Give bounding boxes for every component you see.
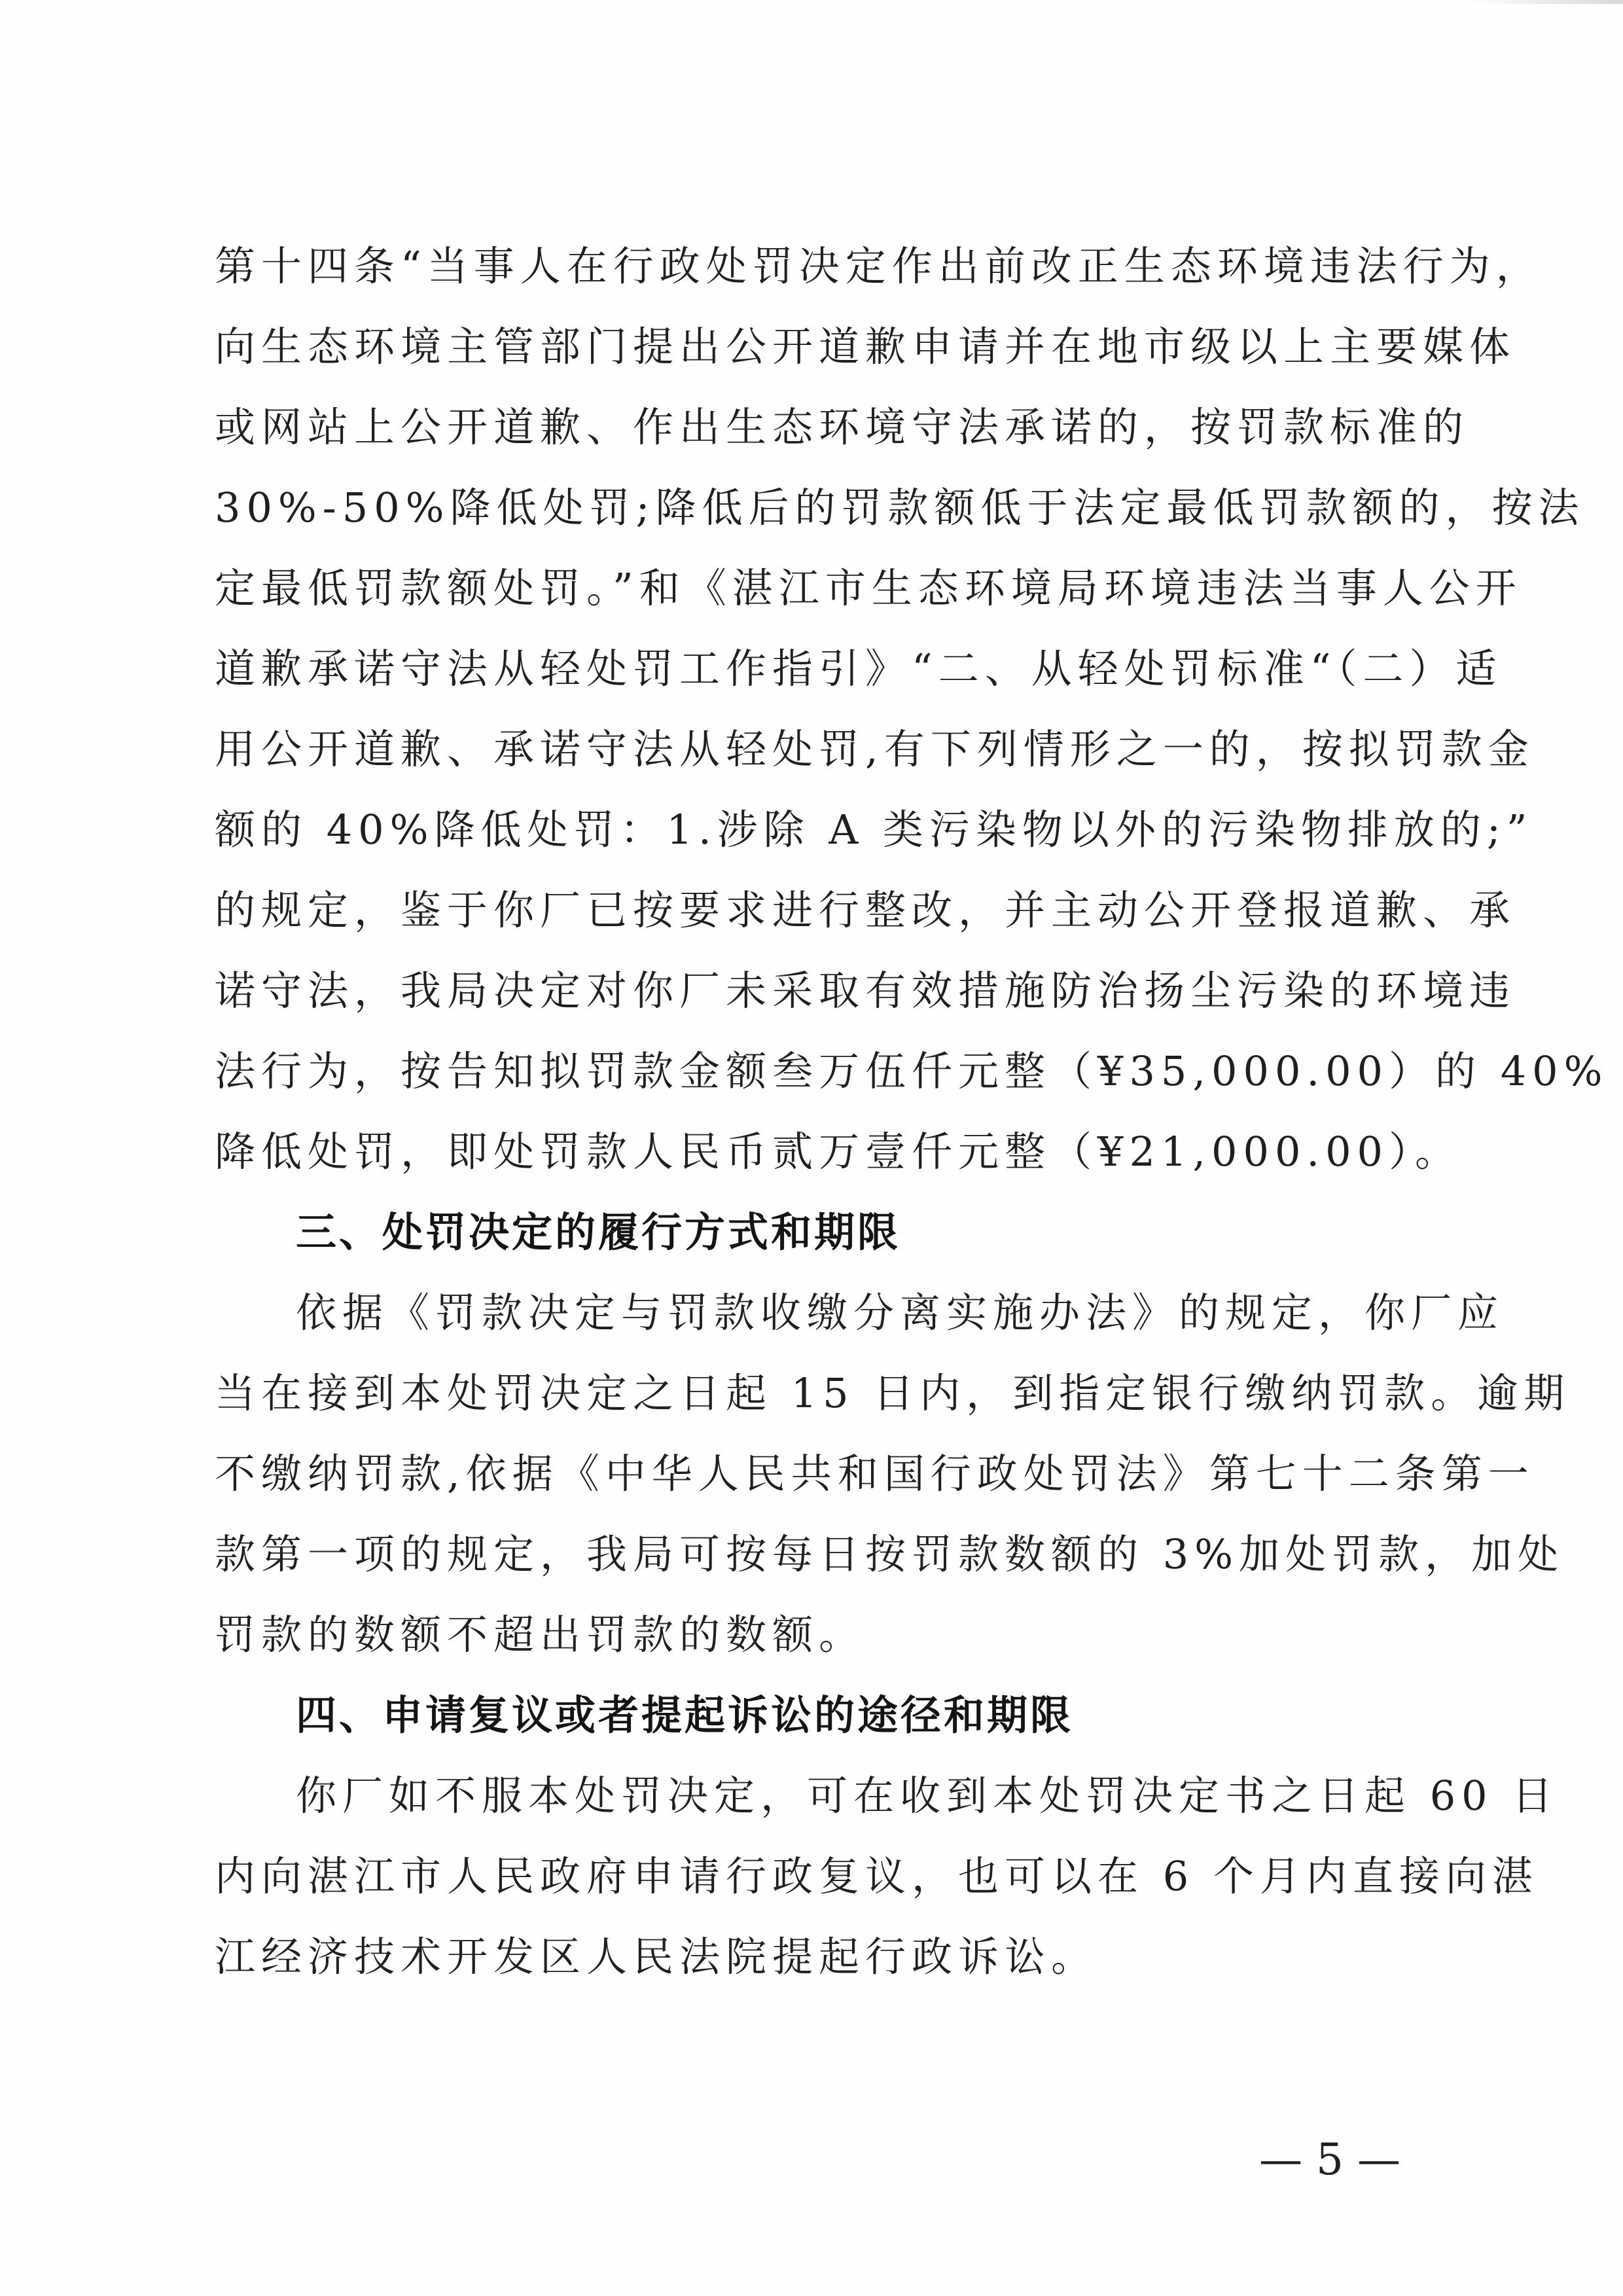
text-line: 第十四条“当事人在行政处罚决定作出前改正生态环境违法行为， [215, 242, 1543, 290]
scan-edge-shadow [1466, 0, 1623, 4]
text-line: 定最低罚款额处罚。”和《湛江市生态环境局环境违法当事人公开 [215, 564, 1522, 612]
text-line: 降低处罚，即处罚款人民币贰万壹仟元整（¥21,000.00）。 [215, 1128, 1461, 1175]
section-heading-performance: 三、处罚决定的履行方式和期限 [296, 1208, 901, 1256]
text-line: 当在接到本处罚决定之日起 15 日内，到指定银行缴纳罚款。逾期 [215, 1369, 1571, 1417]
text-line: 款第一项的规定，我局可按每日按罚款数额的 3%加处罚款，加处 [215, 1530, 1565, 1578]
text-line: 或网站上公开道歉、作出生态环境守法承诺的，按罚款标准的 [215, 403, 1470, 451]
text-line: 不缴纳罚款,依据《中华人民共和国行政处罚法》第七十二条第一 [215, 1450, 1535, 1498]
text-line: 用公开道歉、承诺守法从轻处罚,有下列情形之一的，按拟罚款金 [215, 725, 1535, 773]
text-line: 江经济技术开发区人民法院提起行政诉讼。 [215, 1933, 1098, 1981]
text-line: 罚款的数额不超出罚款的数额。 [215, 1611, 866, 1659]
text-line: 向生态环境主管部门提出公开道歉申请并在地市级以上主要媒体 [215, 323, 1516, 370]
text-line: 内向湛江市人民政府申请行政复议，也可以在 6 个月内直接向湛 [215, 1852, 1539, 1900]
paragraph-first-line: 依据《罚款决定与罚款收缴分离实施办法》的规定，你厂应 [296, 1289, 1505, 1336]
text-line: 道歉承诺守法从轻处罚工作指引》“二、从轻处罚标准“（二）适 [215, 645, 1503, 692]
text-line: 额的 40%降低处罚：1.涉除 A 类污染物以外的污染物排放的;” [215, 806, 1533, 853]
page-number: — 5 — [1259, 2134, 1400, 2185]
document-body [215, 226, 1609, 1997]
text-line: 诺守法，我局决定对你厂未采取有效措施防治扬尘污染的环境违 [215, 967, 1516, 1014]
text-line: 的规定，鉴于你厂已按要求进行整改，并主动公开登报道歉、承 [215, 886, 1516, 934]
section-heading-appeal: 四、申请复议或者提起诉讼的途径和期限 [296, 1691, 1074, 1739]
paragraph-first-line: 你厂如不服本处罚决定，可在收到本处罚决定书之日起 60 日 [296, 1772, 1559, 1820]
text-line: 30%-50%降低处罚;降低后的罚款额低于法定最低罚款额的，按法 [215, 484, 1585, 531]
text-line: 法行为，按告知拟罚款金额叁万伍仟元整（¥35,000.00）的 40% [215, 1047, 1609, 1095]
